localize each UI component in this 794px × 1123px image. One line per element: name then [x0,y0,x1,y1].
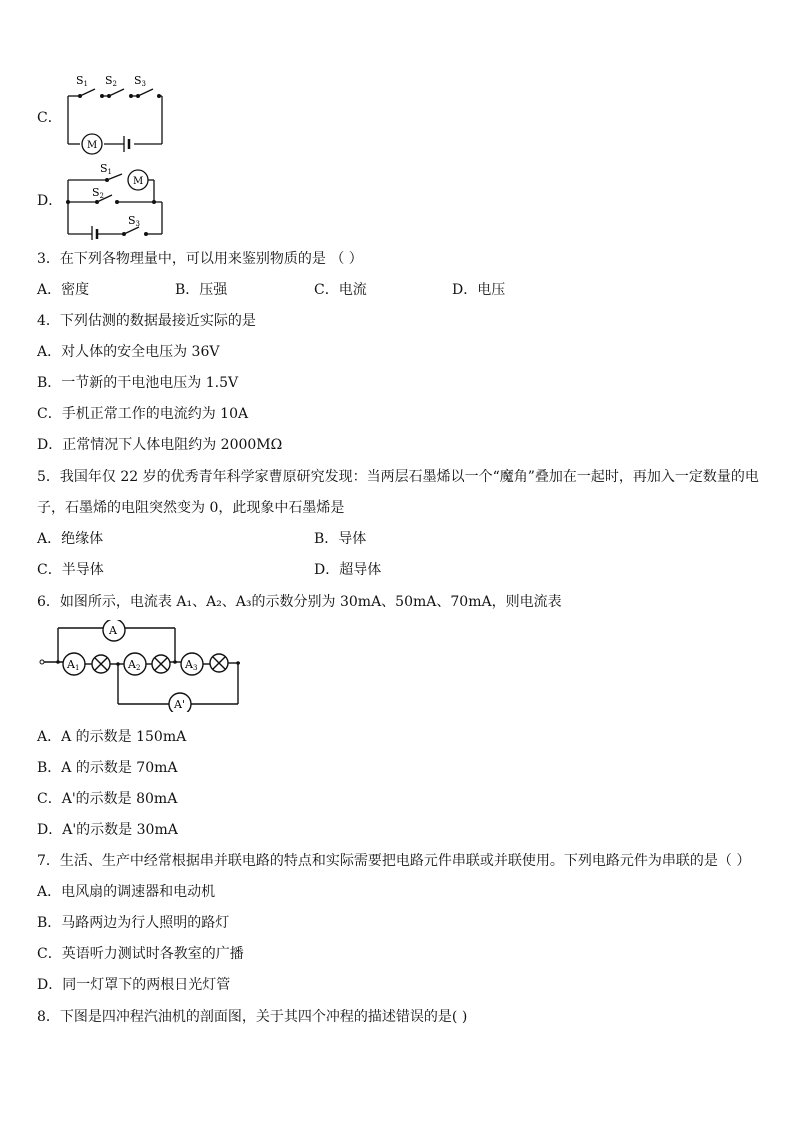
q3-option-c: C．电流 [314,282,367,298]
q4-option-d: D．正常情况下人体电阻约为 2000MΩ [37,437,283,453]
q7-stem: 7．生活、生产中经常根据串并联电路的特点和实际需要把电路元件串联或并联使用。下列电路元件为串联的是（ ） [37,853,751,869]
q7-option-d: D．同一灯罩下的两根日光灯管 [37,977,231,993]
switch-s1-label: S1 [76,74,89,88]
circuit-d-diagram [62,160,172,240]
q5-option-b: B．导体 [314,531,367,547]
q5-stem-line2: 子，石墨烯的电阻突然变为 0，此现象中石墨烯是 [37,500,345,516]
switch-s1-label: S1 [100,162,113,176]
q3-option-a: A．密度 [37,282,90,298]
option-d-label: D． [37,193,63,209]
q5-stem-line1: 5．我国年仅 22 岁的优秀青年科学家曹原研究发现：当两层石墨烯以一个“魔角”叠加在一起时，再加入一定数量的电 [37,469,759,485]
q8-stem: 8．下图是四冲程汽油机的剖面图，关于其四个冲程的描述错误的是( ) [37,1009,468,1025]
motor-label: M [87,140,98,151]
ammeter-a-label: A [109,624,117,637]
q4-stem: 4．下列估测的数据最接近实际的是 [37,313,256,329]
q4-option-a: A．对人体的安全电压为 36V [37,344,220,360]
q6-option-c: C．A'的示数是 80mA [37,791,178,807]
ammeter-a2-label: A2 [128,658,141,672]
q6-ammeter-circuit-diagram [38,620,244,712]
switch-s2-label: S2 [105,74,118,88]
q7-option-a: A．电风扇的调速器和电动机 [37,884,216,900]
q6-stem: 6．如图所示，电流表 A₁、A₂、A₃的示数分别为 30mA、50mA、70mA，则电流表 [37,594,562,610]
q6-option-a: A．A 的示数是 150mA [37,729,187,745]
switch-s2-label: S2 [92,186,105,200]
ammeter-a1-label: A1 [67,658,80,672]
q3-option-b: B．压强 [175,282,228,298]
q5-option-a: A．绝缘体 [37,531,104,547]
ammeter-a3-label: A3 [185,658,198,672]
option-c-label: C． [37,110,62,126]
circuit-c-diagram [62,72,172,158]
switch-s3-label: S3 [128,214,141,228]
q6-option-d: D．A'的示数是 30mA [37,822,178,838]
q6-option-b: B．A 的示数是 70mA [37,760,178,776]
motor-label: M [133,176,144,187]
q5-option-d: D．超导体 [314,562,382,578]
q7-option-b: B．马路两边为行人照明的路灯 [37,915,230,931]
q7-option-c: C．英语听力测试时各教室的广播 [37,946,244,962]
q5-option-c: C．半导体 [37,562,104,578]
q3-stem: 3．在下列各物理量中，可以用来鉴别物质的是 （ ） [37,251,363,267]
switch-s3-label: S3 [134,74,147,88]
ammeter-a-prime-label: A' [174,698,185,711]
q3-option-d: D．电压 [452,282,506,298]
q4-option-b: B．一节新的干电池电压为 1.5V [37,375,239,391]
q4-option-c: C．手机正常工作的电流约为 10A [37,406,249,422]
